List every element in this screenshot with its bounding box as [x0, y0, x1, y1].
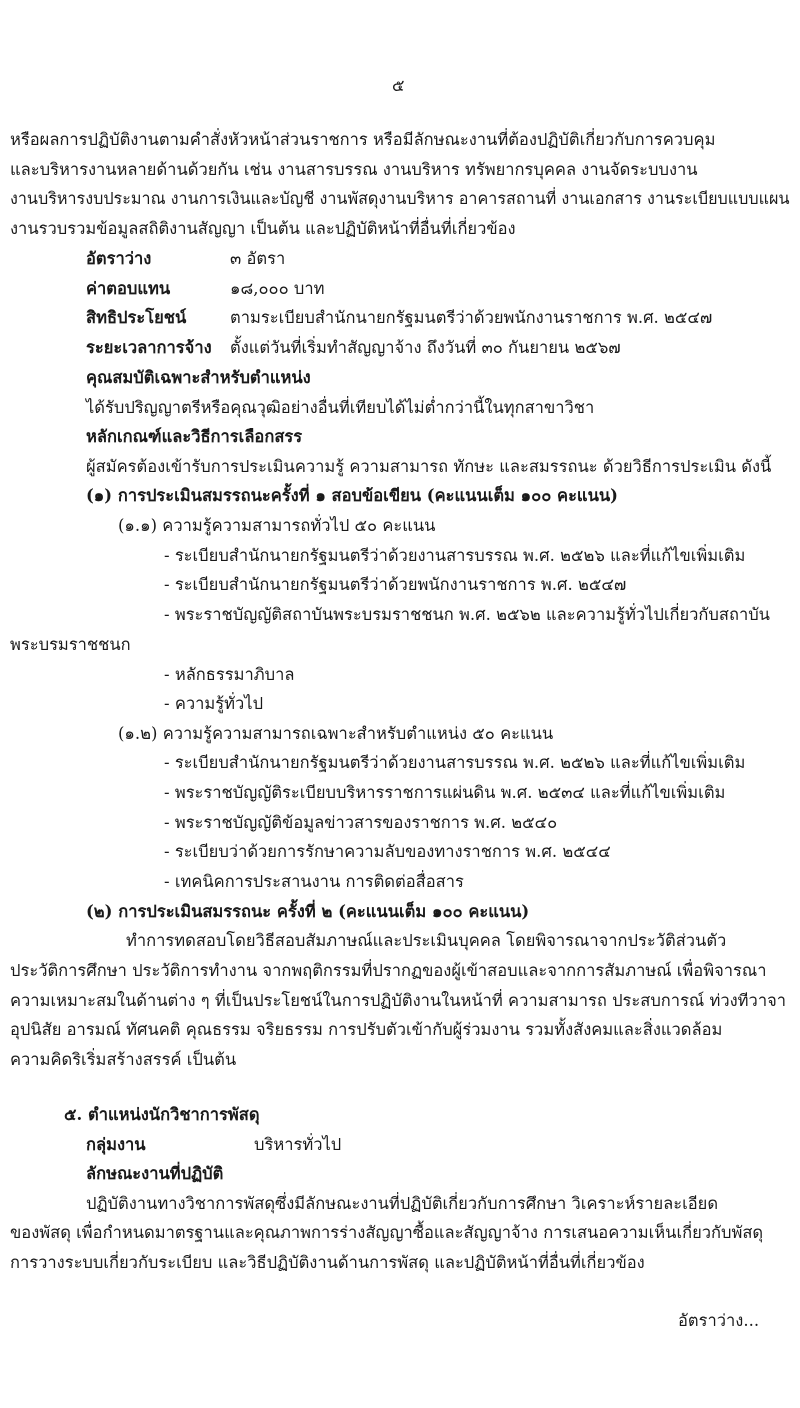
round1-s1-item-2: - ระเบียบสำนักนายกรัฐมนตรีว่าด้วยพนักงานราชการ พ.ศ. ๒๕๔๗ — [164, 575, 627, 594]
round1-s2-item-4: - ระเบียบว่าด้วยการรักษาความลับของทางราชการ พ.ศ. ๒๕๔๔ — [164, 842, 611, 861]
round1-s1-item-1: - ระเบียบสำนักนายกรัฐมนตรีว่าด้วยงานสารบรรณ พ.ศ. ๒๕๒๖ และที่แก้ไขเพิ่มเติม — [164, 546, 746, 565]
pay-value: ๑๘,๐๐๐ บาท — [230, 279, 325, 298]
continuation-marker: อัตราว่าง... — [678, 1311, 760, 1330]
round2-line-2: ประวัติการศึกษา ประวัติการทำงาน จากพฤติกรรมที่ปรากฏของผู้เข้าสอบและจากการสัมภาษณ์ เพื่อพิจารณา — [10, 961, 767, 980]
period-value: ตั้งแต่วันที่เริ่มทำสัญญาจ้าง ถึงวันที่ ๓๐ กันยายน ๒๕๖๗ — [230, 338, 621, 357]
intro-line-3: งานบริหารงบประมาณ งานการเงินและบัญชี งานพัสดุงานบริหาร อาคารสถานที่ งานเอกสาร งานระเบียบแบบแผน — [10, 189, 790, 208]
round1-s2-item-3: - พระราชบัญญัติข้อมูลข่าวสารของราชการ พ.ศ. ๒๕๔๐ — [164, 813, 558, 832]
round2-heading: (๒) การประเมินสมรรถนะ ครั้งที่ ๒ (คะแนนเต็ม ๑๐๐ คะแนน) — [86, 902, 530, 921]
period-label: ระยะเวลาการจ้าง — [86, 338, 212, 357]
group-label: กลุ่มงาน — [86, 1135, 146, 1154]
duty-line-1: ปฏิบัติงานทางวิชาการพัสดุซึ่งมีลักษณะงานที่ปฏิบัติเกี่ยวกับการศึกษา วิเคราะห์รายละเอียด — [86, 1194, 719, 1213]
vacancy-label: อัตราว่าง — [86, 249, 152, 268]
criteria-heading: หลักเกณฑ์และวิธีการเลือกสรร — [86, 427, 303, 446]
benefit-label: สิทธิประโยชน์ — [86, 308, 187, 327]
round1-subsection-1-title: (๑.๑) ความรู้ความสามารถทั่วไป ๕๐ คะแนน — [118, 516, 436, 535]
round1-heading: (๑) การประเมินสมรรถนะครั้งที่ ๑ สอบข้อเขียน (คะแนนเต็ม ๑๐๐ คะแนน) — [86, 486, 618, 505]
duty-line-2: ของพัสดุ เพื่อกำหนดมาตรฐานและคุณภาพการร่างสัญญาซื้อและสัญญาจ้าง การเสนอความเห็นเกี่ยวกับพัสดุ — [10, 1223, 764, 1242]
page-number: ๕ — [392, 76, 405, 95]
round1-s1-item-4: - หลักธรรมาภิบาล — [164, 665, 295, 684]
duty-line-3: การวางระบบเกี่ยวกับระเบียบ และวิธีปฏิบัติงานด้านการพัสดุ และปฏิบัติหน้าที่อื่นที่เกี่ยวข้อง — [10, 1253, 645, 1272]
intro-line-1: หรือผลการปฏิบัติงานตามคำสั่งหัวหน้าส่วนราชการ หรือมีลักษณะงานที่ต้องปฏิบัติเกี่ยวกับการควบคุม — [10, 130, 716, 149]
round1-s1-item-5: - ความรู้ทั่วไป — [164, 694, 264, 713]
criteria-text: ผู้สมัครต้องเข้ารับการประเมินความรู้ ความสามารถ ทักษะ และสมรรถนะ ด้วยวิธีการประเมิน ดังนี้ — [86, 457, 772, 476]
group-value: บริหารทั่วไป — [254, 1135, 342, 1154]
round2-line-5: ความคิดริเริ่มสร้างสรรค์ เป็นต้น — [10, 1050, 237, 1069]
intro-line-4: งานรวบรวมข้อมูลสถิติงานสัญญา เป็นต้น และปฏิบัติหน้าที่อื่นที่เกี่ยวข้อง — [10, 219, 516, 238]
vacancy-value: ๓ อัตรา — [230, 249, 286, 268]
position5-heading: ๕. ตำแหน่งนักวิชาการพัสดุ — [64, 1105, 260, 1124]
round1-s2-item-5: - เทคนิคการประสานงาน การติดต่อสื่อสาร — [164, 872, 464, 891]
round1-subsection-2-title: (๑.๒) ความรู้ความสามารถเฉพาะสำหรับตำแหน่ง ๕๐ คะแนน — [118, 724, 554, 743]
qualification-heading: คุณสมบัติเฉพาะสำหรับตำแหน่ง — [86, 368, 311, 387]
benefit-value: ตามระเบียบสำนักนายกรัฐมนตรีว่าด้วยพนักงานราชการ พ.ศ. ๒๕๔๗ — [230, 308, 713, 327]
round2-line-3: ความเหมาะสมในด้านต่าง ๆ ที่เป็นประโยชน์ในการปฏิบัติงานในหน้าที่ ความสามารถ ประสบการณ์ ท่วงทีวาจา — [10, 991, 787, 1010]
round1-s2-item-1: - ระเบียบสำนักนายกรัฐมนตรีว่าด้วยงานสารบรรณ พ.ศ. ๒๕๒๖ และที่แก้ไขเพิ่มเติม — [164, 753, 746, 772]
duty-heading: ลักษณะงานที่ปฏิบัติ — [86, 1164, 224, 1183]
round1-s2-item-2: - พระราชบัญญัติระเบียบบริหารราชการแผ่นดิน พ.ศ. ๒๕๓๔ และที่แก้ไขเพิ่มเติม — [164, 783, 726, 802]
pay-label: ค่าตอบแทน — [86, 279, 171, 298]
round2-line-1: ทำการทดสอบโดยวิธีสอบสัมภาษณ์และประเมินบุคคล โดยพิจารณาจากประวัติส่วนตัว — [126, 931, 727, 950]
round1-s1-item-3-wrap: พระบรมราชชนก — [10, 635, 131, 654]
round2-line-4: อุปนิสัย อารมณ์ ทัศนคติ คุณธรรม จริยธรรม การปรับตัวเข้ากับผู้ร่วมงาน รวมทั้งสังคมและสิ่งแวดล้อม — [10, 1020, 723, 1039]
qualification-text: ได้รับปริญญาตรีหรือคุณวุฒิอย่างอื่นที่เทียบได้ไม่ต่ำกว่านี้ในทุกสาขาวิชา — [86, 398, 595, 417]
round1-s1-item-3: - พระราชบัญญัติสถาบันพระบรมราชชนก พ.ศ. ๒๕๖๒ และความรู้ทั่วไปเกี่ยวกับสถาบัน — [164, 605, 770, 624]
intro-line-2: และบริหารงานหลายด้านด้วยกัน เช่น งานสารบรรณ งานบริหาร ทรัพยากรบุคคล งานจัดระบบงาน — [10, 160, 698, 179]
